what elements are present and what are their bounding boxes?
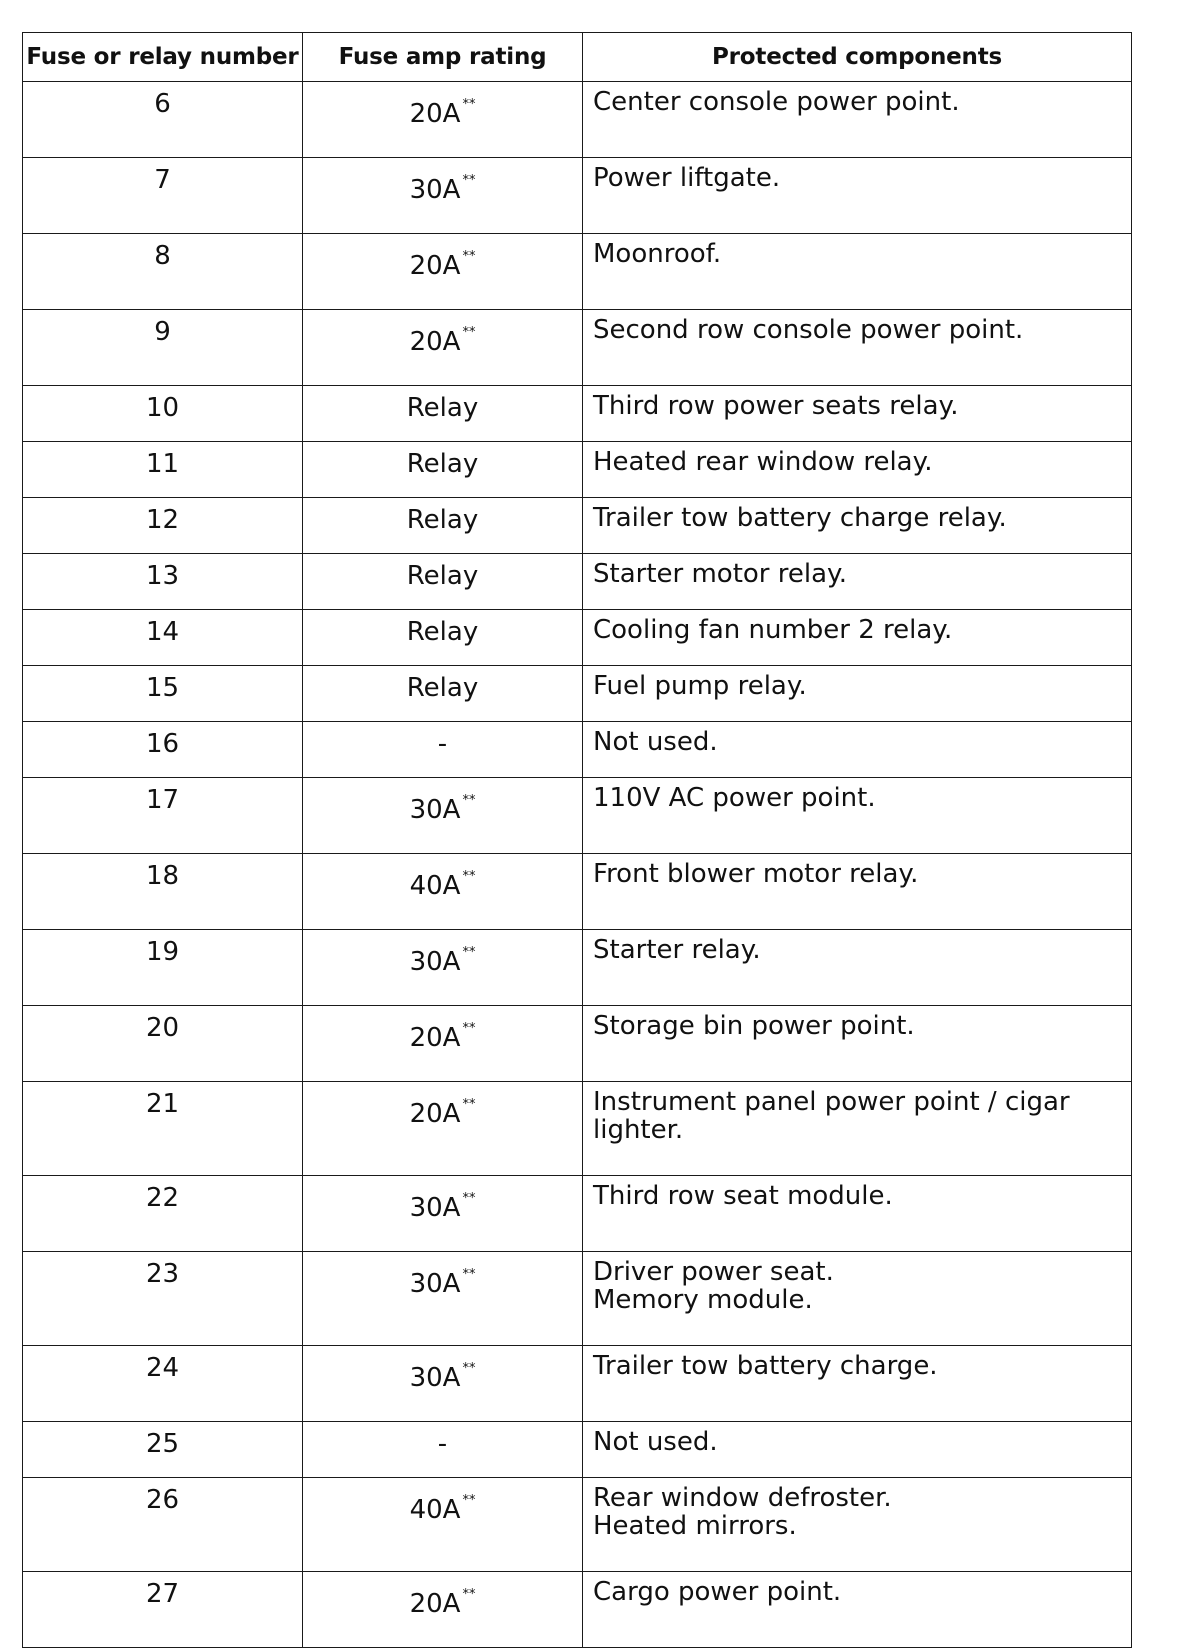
fuse-number-cell: 6 (23, 82, 303, 158)
table-row (23, 1252, 1132, 1346)
amp-rating-cell (303, 1176, 583, 1252)
footnote-mark: ** (462, 1493, 476, 1508)
protected-components-cell: Power liftgate. (583, 158, 1132, 234)
protected-components-cell (583, 1252, 1132, 1346)
fuse-number-cell: 21 (23, 1082, 303, 1176)
table-row (23, 666, 1132, 722)
table-row (23, 1082, 1132, 1176)
table-row (23, 1346, 1132, 1422)
protected-components-cell: Heated rear window relay. (583, 442, 1132, 498)
amp-rating-cell (303, 1346, 583, 1422)
fuse-number-cell: 9 (23, 310, 303, 386)
amp-rating-value: 40A (409, 871, 461, 901)
amp-rating-cell (303, 234, 583, 310)
fuse-number-cell: 12 (23, 498, 303, 554)
fuse-number-cell: 27 (23, 1572, 303, 1648)
header-protected-components: Protected components (583, 33, 1132, 82)
protected-components-cell: Center console power point. (583, 82, 1132, 158)
footnote-mark: ** (462, 249, 476, 264)
table-row (23, 1006, 1132, 1082)
amp-rating-cell (303, 854, 583, 930)
footnote-mark: ** (462, 325, 476, 340)
protected-components-cell (583, 1478, 1132, 1572)
table-row (23, 310, 1132, 386)
footnote-mark: ** (462, 945, 476, 960)
amp-rating-value: 20A (409, 327, 461, 357)
table-header-row (23, 33, 1132, 82)
amp-rating-cell: Relay (303, 554, 583, 610)
amp-rating-value: 20A (409, 1589, 461, 1619)
footnote-mark: ** (462, 173, 476, 188)
table-row (23, 778, 1132, 854)
fuse-number-cell: 26 (23, 1478, 303, 1572)
component-line: Rear window defroster. (593, 1483, 892, 1513)
protected-components-cell: Fuel pump relay. (583, 666, 1132, 722)
fuse-number-cell: 18 (23, 854, 303, 930)
amp-rating-value: 20A (409, 1099, 461, 1129)
amp-rating-cell (303, 1478, 583, 1572)
fuse-table-page (22, 32, 1131, 1648)
component-line: Heated mirrors. (593, 1511, 797, 1541)
amp-rating-value: 30A (409, 1269, 461, 1299)
fuse-table (22, 32, 1132, 1648)
amp-rating-cell (303, 930, 583, 1006)
table-row (23, 1176, 1132, 1252)
footnote-mark: ** (462, 1587, 476, 1602)
fuse-number-cell: 16 (23, 722, 303, 778)
amp-rating-cell (303, 1006, 583, 1082)
protected-components-cell: Storage bin power point. (583, 1006, 1132, 1082)
table-row (23, 82, 1132, 158)
footnote-mark: ** (462, 1021, 476, 1036)
fuse-number-cell: 20 (23, 1006, 303, 1082)
fuse-number-cell: 7 (23, 158, 303, 234)
protected-components-cell: Cooling fan number 2 relay. (583, 610, 1132, 666)
amp-rating-value: 20A (409, 99, 461, 129)
table-row (23, 610, 1132, 666)
fuse-number-cell: 8 (23, 234, 303, 310)
fuse-number-cell: 15 (23, 666, 303, 722)
table-row (23, 930, 1132, 1006)
table-row (23, 1422, 1132, 1478)
protected-components-cell: Third row seat module. (583, 1176, 1132, 1252)
protected-components-cell: Cargo power point. (583, 1572, 1132, 1648)
amp-rating-cell: Relay (303, 386, 583, 442)
amp-rating-cell (303, 158, 583, 234)
component-line: Driver power seat. (593, 1257, 834, 1287)
amp-rating-cell (303, 310, 583, 386)
footnote-mark: ** (462, 1191, 476, 1206)
fuse-number-cell: 10 (23, 386, 303, 442)
table-row (23, 158, 1132, 234)
fuse-number-cell: 24 (23, 1346, 303, 1422)
footnote-mark: ** (462, 1267, 476, 1282)
table-row (23, 498, 1132, 554)
amp-rating-cell: Relay (303, 610, 583, 666)
protected-components-cell: Trailer tow battery charge relay. (583, 498, 1132, 554)
amp-rating-cell (303, 1252, 583, 1346)
amp-rating-value: 20A (409, 251, 461, 281)
amp-rating-cell (303, 82, 583, 158)
footnote-mark: ** (462, 1097, 476, 1112)
amp-rating-cell: Relay (303, 442, 583, 498)
table-row (23, 234, 1132, 310)
fuse-number-cell: 11 (23, 442, 303, 498)
protected-components-cell: Third row power seats relay. (583, 386, 1132, 442)
amp-rating-value: 30A (409, 795, 461, 825)
amp-rating-cell (303, 1572, 583, 1648)
protected-components-cell: Not used. (583, 722, 1132, 778)
fuse-number-cell: 25 (23, 1422, 303, 1478)
amp-rating-cell (303, 1082, 583, 1176)
amp-rating-value: 20A (409, 1023, 461, 1053)
footnote-mark: ** (462, 1361, 476, 1376)
fuse-number-cell: 14 (23, 610, 303, 666)
table-row (23, 1572, 1132, 1648)
protected-components-cell: Not used. (583, 1422, 1132, 1478)
header-amp-rating: Fuse amp rating (303, 33, 583, 82)
protected-components-cell: Second row console power point. (583, 310, 1132, 386)
fuse-number-cell: 17 (23, 778, 303, 854)
amp-rating-cell: - (303, 722, 583, 778)
footnote-mark: ** (462, 869, 476, 884)
amp-rating-value: 30A (409, 947, 461, 977)
protected-components-cell: Starter motor relay. (583, 554, 1132, 610)
table-row (23, 722, 1132, 778)
protected-components-cell: Instrument panel power point / cigar lighter. (583, 1082, 1132, 1176)
table-row (23, 1478, 1132, 1572)
fuse-number-cell: 23 (23, 1252, 303, 1346)
amp-rating-cell: - (303, 1422, 583, 1478)
amp-rating-cell: Relay (303, 666, 583, 722)
amp-rating-value: 30A (409, 1193, 461, 1223)
amp-rating-value: 30A (409, 1363, 461, 1393)
fuse-number-cell: 19 (23, 930, 303, 1006)
component-line: Memory module. (593, 1285, 813, 1315)
table-row (23, 386, 1132, 442)
footnote-mark: ** (462, 97, 476, 112)
amp-rating-cell (303, 778, 583, 854)
amp-rating-value: 40A (409, 1495, 461, 1525)
protected-components-cell: Starter relay. (583, 930, 1132, 1006)
amp-rating-cell: Relay (303, 498, 583, 554)
fuse-number-cell: 13 (23, 554, 303, 610)
fuse-number-cell: 22 (23, 1176, 303, 1252)
table-row (23, 442, 1132, 498)
protected-components-cell: Moonroof. (583, 234, 1132, 310)
header-fuse-number: Fuse or relay number (23, 33, 303, 82)
footnote-mark: ** (462, 793, 476, 808)
table-row (23, 554, 1132, 610)
protected-components-cell: 110V AC power point. (583, 778, 1132, 854)
protected-components-cell: Trailer tow battery charge. (583, 1346, 1132, 1422)
protected-components-cell: Front blower motor relay. (583, 854, 1132, 930)
table-row (23, 854, 1132, 930)
amp-rating-value: 30A (409, 175, 461, 205)
